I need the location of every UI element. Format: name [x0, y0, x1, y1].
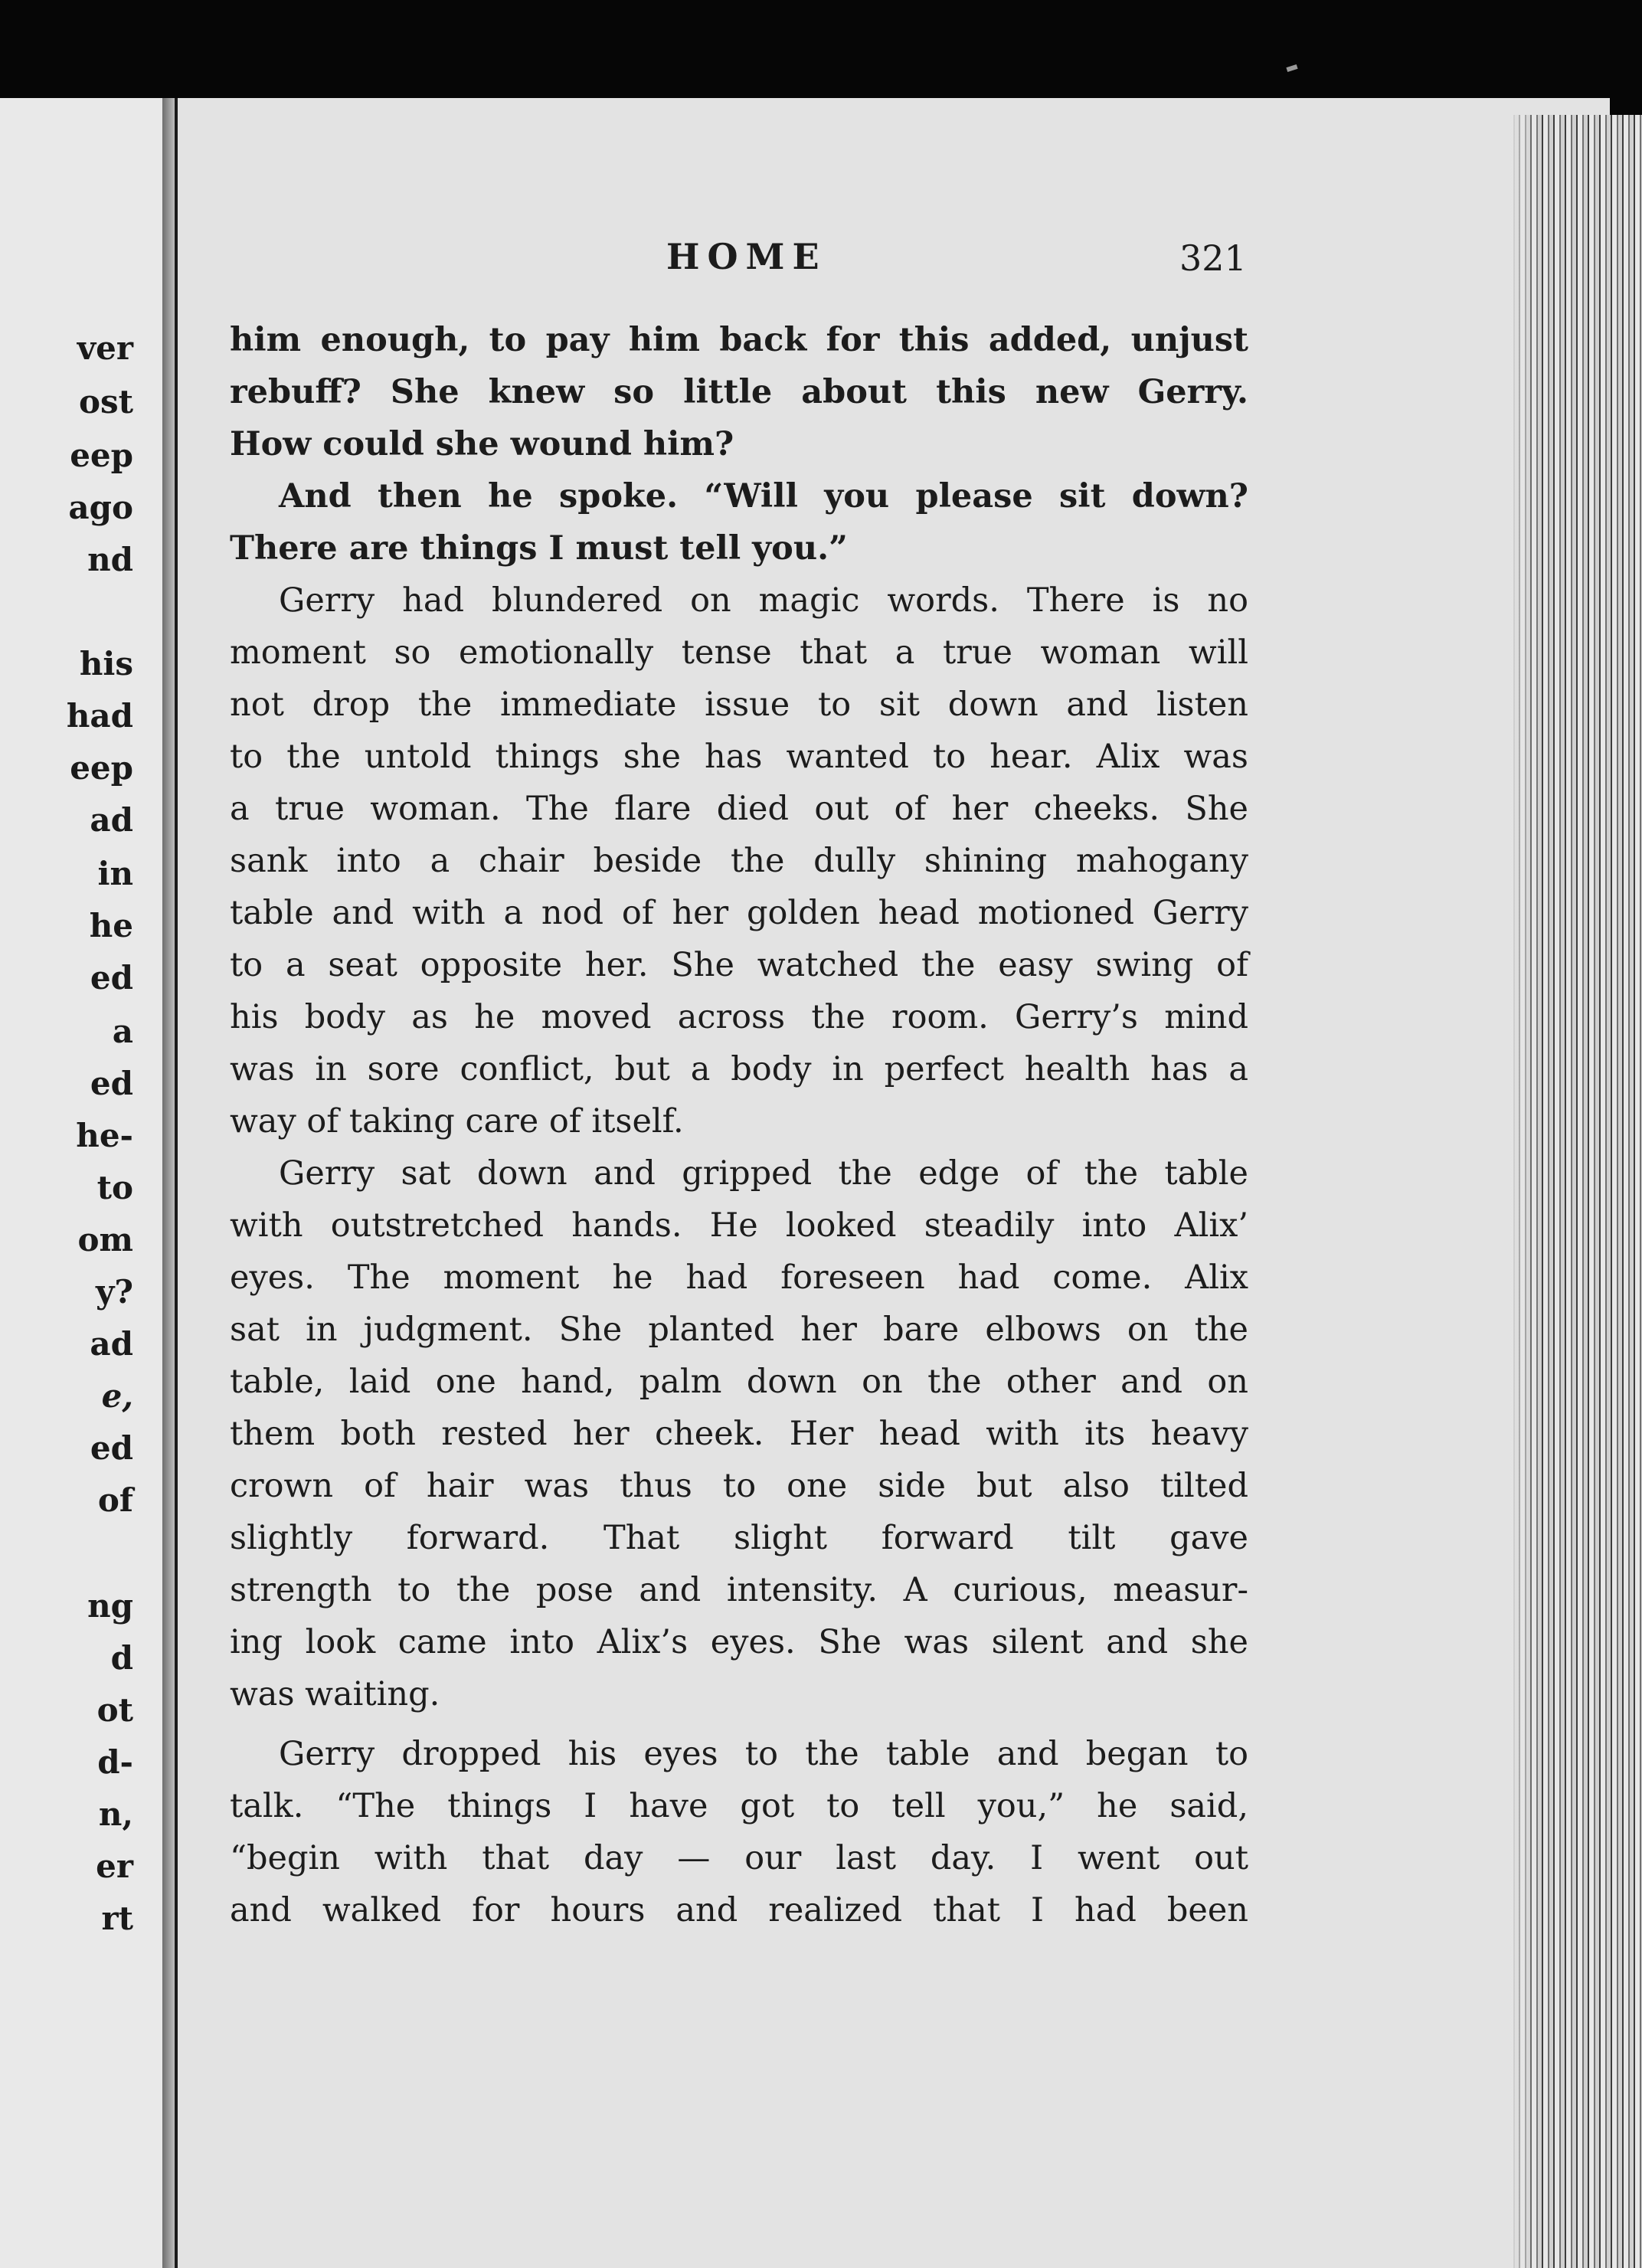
running-head [0, 236, 1642, 282]
left-fragment: e, [101, 1377, 133, 1415]
text-line: sat in judgment. She planted her bare elbows on the [230, 1311, 1248, 1349]
left-fragment: n, [98, 1795, 133, 1833]
left-fragment: to [96, 1169, 133, 1206]
left-fragment: in [97, 855, 133, 892]
left-fragment: he- [76, 1117, 133, 1154]
text-line: Gerry dropped his eyes to the table and began to [279, 1735, 1248, 1773]
text-line: and walked for hours and realized that I had been [230, 1891, 1248, 1929]
text-line: table, laid one hand, palm down on the other and on [230, 1363, 1248, 1401]
left-fragment: ver [77, 329, 133, 367]
text-line: “begin with that day — our last day. I went out [230, 1839, 1248, 1877]
left-fragment: had [66, 697, 133, 735]
left-fragment: om [77, 1221, 133, 1258]
left-fragment: ed [90, 1429, 133, 1467]
text-line: sank into a chair beside the dully shining mahogany [230, 842, 1248, 880]
left-fragment: of [97, 1481, 133, 1519]
left-fragment: his [79, 645, 133, 682]
left-fragment: ad [90, 1325, 133, 1363]
text-line: way of taking care of itself. [230, 1102, 684, 1141]
left-fragment: d- [97, 1743, 133, 1781]
left-fragment: eep [70, 437, 133, 474]
text-line: with outstretched hands. He looked steadily into Alix’ [230, 1206, 1248, 1245]
text-line: them both rested her cheek. Her head with its heavy [230, 1415, 1248, 1453]
text-line: to a seat opposite her. She watched the easy swing of [230, 946, 1248, 984]
page-edge-shade [1509, 115, 1539, 2268]
text-line: ing look came into Alix’s eyes. She was silent and she [230, 1623, 1248, 1661]
left-fragment: ed [90, 1065, 133, 1102]
text-line: There are things I must tell you.” [230, 529, 848, 568]
text-line: Gerry had blundered on magic words. There is no [279, 581, 1248, 620]
left-fragment: he [89, 907, 133, 944]
running-head-title: HOME [666, 236, 827, 277]
text-line: strength to the pose and intensity. A curious, measur- [230, 1571, 1248, 1609]
left-fragment: y? [95, 1273, 133, 1311]
text-line: rebuff? She knew so little about this new Gerry. [230, 373, 1248, 411]
text-line: to the untold things she has wanted to hear. Alix was [230, 738, 1248, 776]
left-fragment: ago [68, 489, 133, 526]
text-line: was in sore conflict, but a body in perfect health has a [230, 1050, 1248, 1088]
text-line: How could she wound him? [230, 425, 734, 463]
left-fragment: nd [87, 541, 133, 578]
text-line: talk. “The things I have got to tell you,” he said, [230, 1787, 1248, 1825]
left-fragment: eep [70, 749, 133, 787]
left-fragment: ed [90, 959, 133, 997]
left-fragment: d [110, 1639, 133, 1677]
left-fragment: rt [101, 1900, 133, 1937]
text-line: Gerry sat down and gripped the edge of the table [279, 1154, 1248, 1193]
text-line: slightly forward. That slight forward tilt gave [230, 1519, 1248, 1557]
left-facing-page [0, 98, 165, 2268]
left-fragment: a [112, 1013, 133, 1050]
text-line: was waiting. [230, 1675, 440, 1713]
text-line: And then he spoke. “Will you please sit down? [279, 477, 1248, 515]
text-line: moment so emotionally tense that a true woman will [230, 633, 1248, 672]
scan-speck [1286, 64, 1297, 72]
left-fragment: ad [90, 801, 133, 839]
text-line: eyes. The moment he had foreseen had come. Alix [230, 1258, 1248, 1297]
left-fragment: ot [96, 1691, 133, 1729]
left-fragment: ng [87, 1587, 133, 1625]
left-fragment: er [96, 1847, 133, 1885]
text-line: crown of hair was thus to one side but also tilted [230, 1467, 1248, 1505]
left-fragment: ost [78, 383, 133, 421]
left-page-fragments [0, 98, 162, 2268]
text-line: a true woman. The flare died out of her cheeks. She [230, 790, 1248, 828]
page-number: 321 [1179, 237, 1247, 279]
text-line: him enough, to pay him back for this added, unjust [230, 321, 1248, 359]
text-line: table and with a nod of her golden head motioned Gerry [230, 894, 1248, 932]
text-line: his body as he moved across the room. Gerry’s mind [230, 998, 1248, 1036]
text-line: not drop the immediate issue to sit down and listen [230, 686, 1248, 724]
